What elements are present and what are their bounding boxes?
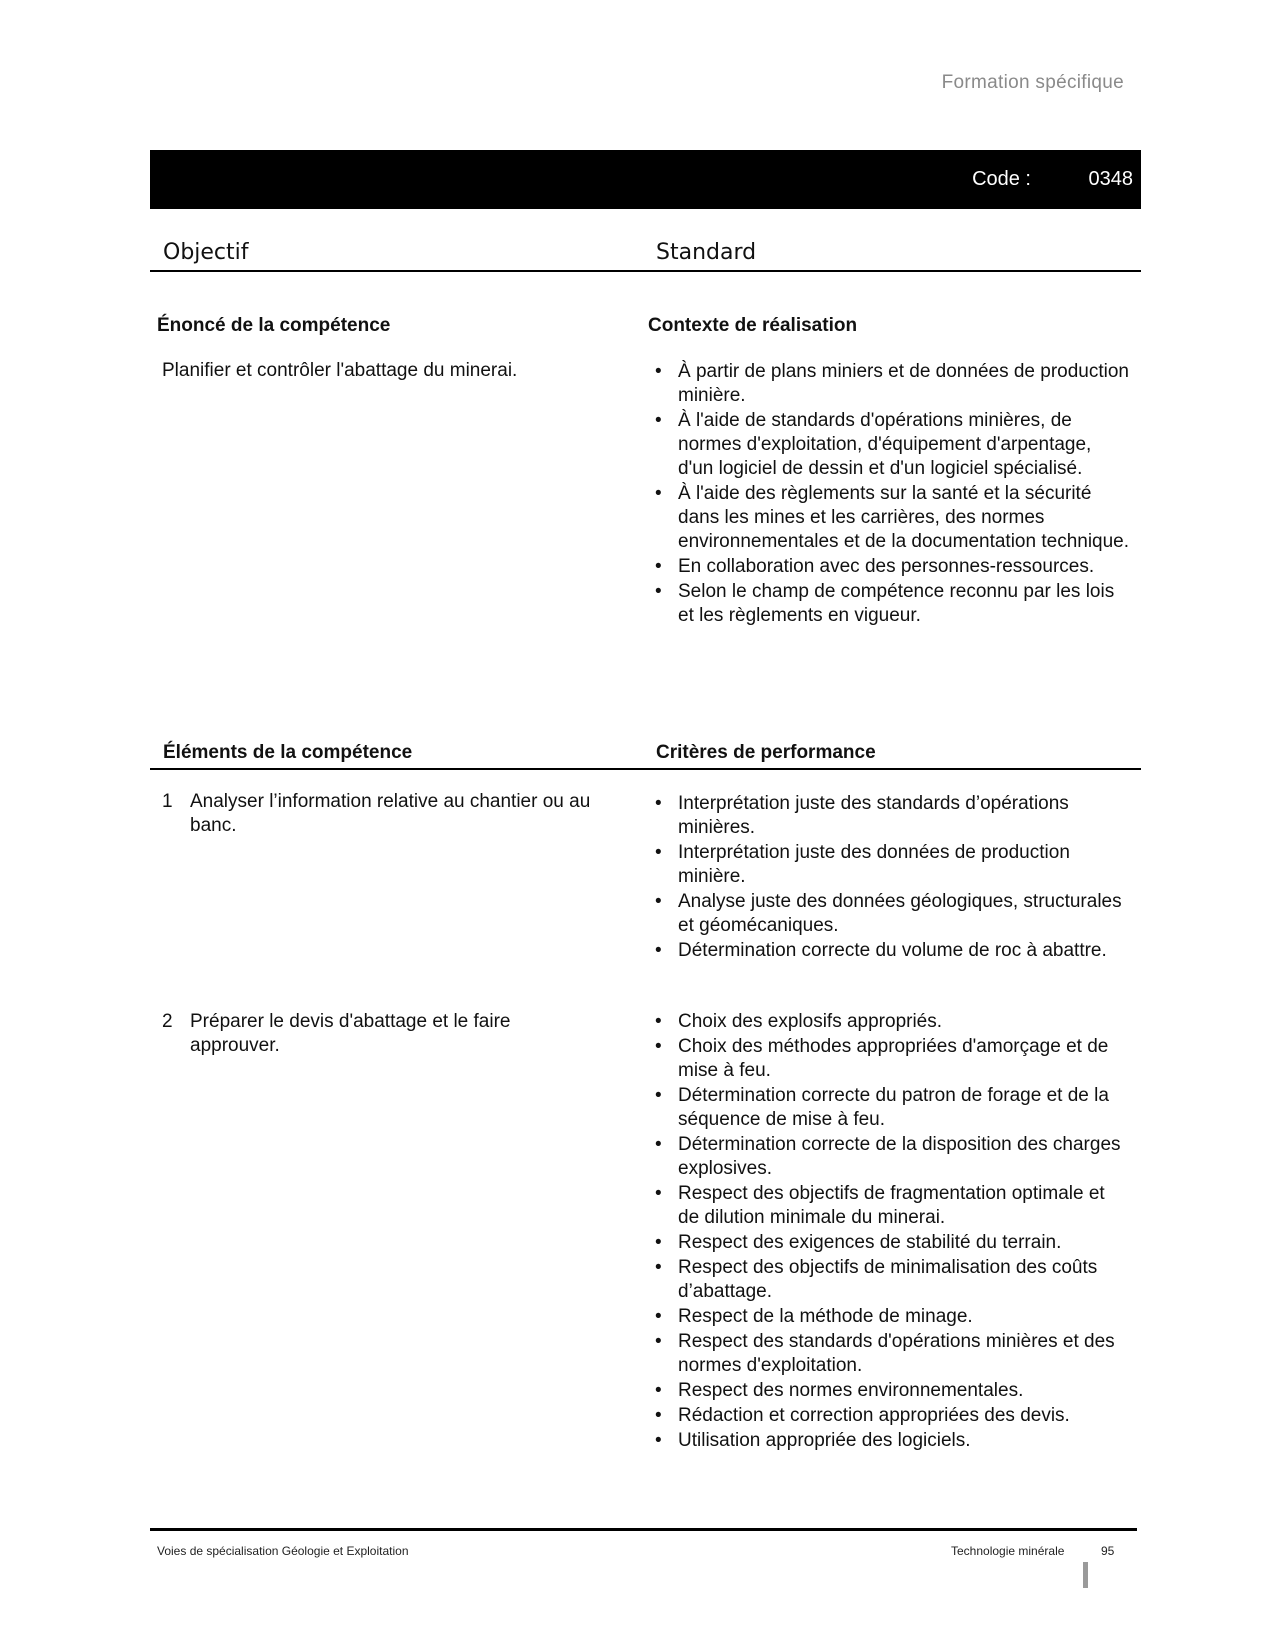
list-item: • À partir de plans miniers et de données de production minière. [651,360,1131,408]
page-number: 95 [1101,1544,1115,1558]
list-item: • Détermination correcte du patron de forage et de la séquence de mise à feu. [651,1084,1131,1132]
list-item: • Respect des standards d'opérations minières et des normes d'exploitation. [651,1330,1131,1378]
column-heading-standard: Standard [656,240,757,265]
list-item: • Interprétation juste des standards d’opérations minières. [651,792,1131,840]
list-item: • Respect des exigences de stabilité du terrain. [651,1231,1131,1255]
criteria-title: Critères de performance [656,742,876,763]
footer-right-text: Technologie minérale [951,1544,1065,1558]
list-item: • Rédaction et correction appropriées des devis. [651,1404,1131,1428]
context-title: Contexte de réalisation [648,315,858,336]
list-item: • Analyse juste des données géologiques, structurales et géomécaniques. [651,890,1131,938]
element-item [162,1010,550,1058]
list-item: • En collaboration avec des personnes-ressources. [651,555,1131,579]
list-item: • Détermination correcte du volume de roc à abattre. [651,939,1131,963]
competence-statement: Planifier et contrôler l'abattage du minerai. [162,360,518,381]
element-text: Analyser l’information relative au chantier ou au banc. [190,791,591,836]
running-title: Formation spécifique [941,72,1124,93]
list-item: • Interprétation juste des données de production minière. [651,841,1131,889]
element-number: 1 [162,791,173,812]
element-number: 2 [162,1011,173,1032]
footer-left-text: Voies de spécialisation Géologie et Exploitation [157,1544,409,1558]
list-item: • Respect des objectifs de fragmentation optimale et de dilution minimale du minerai. [651,1182,1131,1230]
page-marker [1083,1562,1088,1588]
code-bar [150,150,1141,209]
list-item: • Respect des normes environnementales. [651,1379,1131,1403]
context-list [651,360,1131,629]
code-label: Code : [972,168,1031,190]
divider [645,768,1141,770]
list-item: • Utilisation appropriée des logiciels. [651,1429,1131,1453]
code-value: 0348 [1088,168,1133,190]
element-text: Préparer le devis d'abattage et le faire approuver. [190,1011,511,1056]
list-item: • À l'aide de standards d'opérations minières, de normes d'exploitation, d'équipement d'arpentage, d'un logiciel de dessin et d'un logiciel spécialisé. [651,409,1131,481]
list-item: • Respect des objectifs de minimalisation des coûts d’abattage. [651,1256,1131,1304]
criteria-list [651,1010,1131,1454]
list-item: • Détermination correcte de la disposition des charges explosives. [651,1133,1131,1181]
list-item: • Selon le champ de compétence reconnu par les lois et les règlements en vigueur. [651,580,1131,628]
elements-title: Éléments de la compétence [163,742,413,763]
list-item: • Respect de la méthode de minage. [651,1305,1131,1329]
column-heading-objectif: Objectif [163,240,249,265]
list-item: • À l'aide des règlements sur la santé et la sécurité dans les mines et les carrières, des normes environnementales et de la documentation technique. [651,482,1131,554]
competence-title: Énoncé de la compétence [157,315,391,336]
element-item [162,790,630,838]
list-item: • Choix des méthodes appropriées d'amorçage et de mise à feu. [651,1035,1131,1083]
criteria-list [651,792,1131,964]
footer-rule [150,1528,1137,1531]
divider [645,270,1141,272]
list-item: • Choix des explosifs appropriés. [651,1010,1131,1034]
